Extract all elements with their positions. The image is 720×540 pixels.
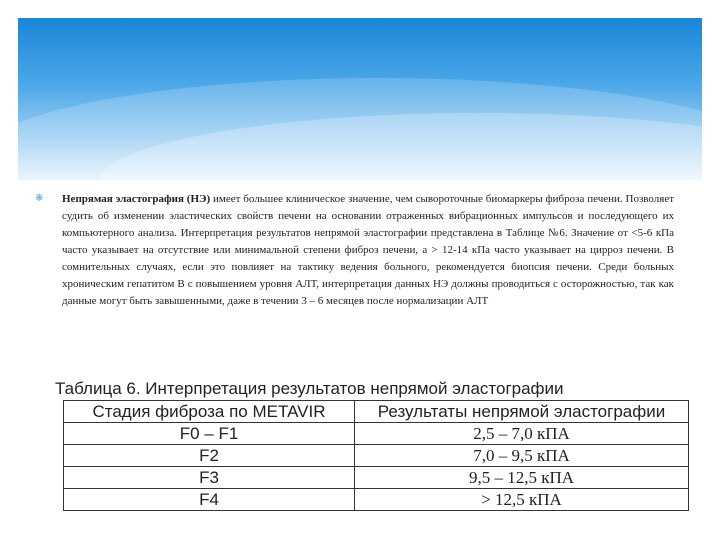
stage-cell: F4 (64, 489, 355, 511)
table-row (64, 445, 689, 467)
body-paragraph (62, 191, 674, 310)
bold-term: Непрямая эластография (НЭ) (62, 193, 211, 205)
table-row (64, 423, 689, 445)
stage-cell: F0 – F1 (64, 423, 355, 445)
result-cell: 7,0 – 9,5 кПА (355, 445, 689, 467)
header-cell: Стадия фиброза по METAVIR (64, 401, 355, 423)
table-row (64, 489, 689, 511)
result-cell: 9,5 – 12,5 кПА (355, 467, 689, 489)
table-caption: Таблица 6. Интерпретация результатов непрямой эластографии (55, 379, 564, 398)
paragraph-text: имеет большее клиническое значение, чем сывороточные биомаркеры фиброза печени. Позволяет судить об изменении эластических свойств печени на основании отраженных вибрационных импульсов и последующего их компьютерного анализа. Интерпретация результатов непрямой эластографии представлена в Таблице №6. Значение от <5-6 кПа часто указывает на отсутствие или минимальной степени фиброз печени, а > 12-14 кПа часто указывает на цирроз печени. В сомнительных случаях, если это повлияет на тактику ведения больного, рекомендуется биопсия печени. Среди больных хроническим гепатитом В с повышением уровня АЛТ, интерпретация данных НЭ должны проводиться с осторожностью, так как данные могут быть завышенными, даже в течении 3 – 6 месяцев после нормализации АЛТ (62, 193, 675, 307)
table-header-row (64, 401, 689, 423)
table-row (64, 467, 689, 489)
bullet-icon: ❋ (35, 193, 44, 204)
header-banner (18, 18, 702, 180)
stage-cell: F2 (64, 445, 355, 467)
result-cell: 2,5 – 7,0 кПА (355, 423, 689, 445)
result-cell: > 12,5 кПА (355, 489, 689, 511)
stage-cell: F3 (64, 467, 355, 489)
elastography-table (63, 400, 689, 511)
header-cell: Результаты непрямой эластографии (355, 401, 689, 423)
